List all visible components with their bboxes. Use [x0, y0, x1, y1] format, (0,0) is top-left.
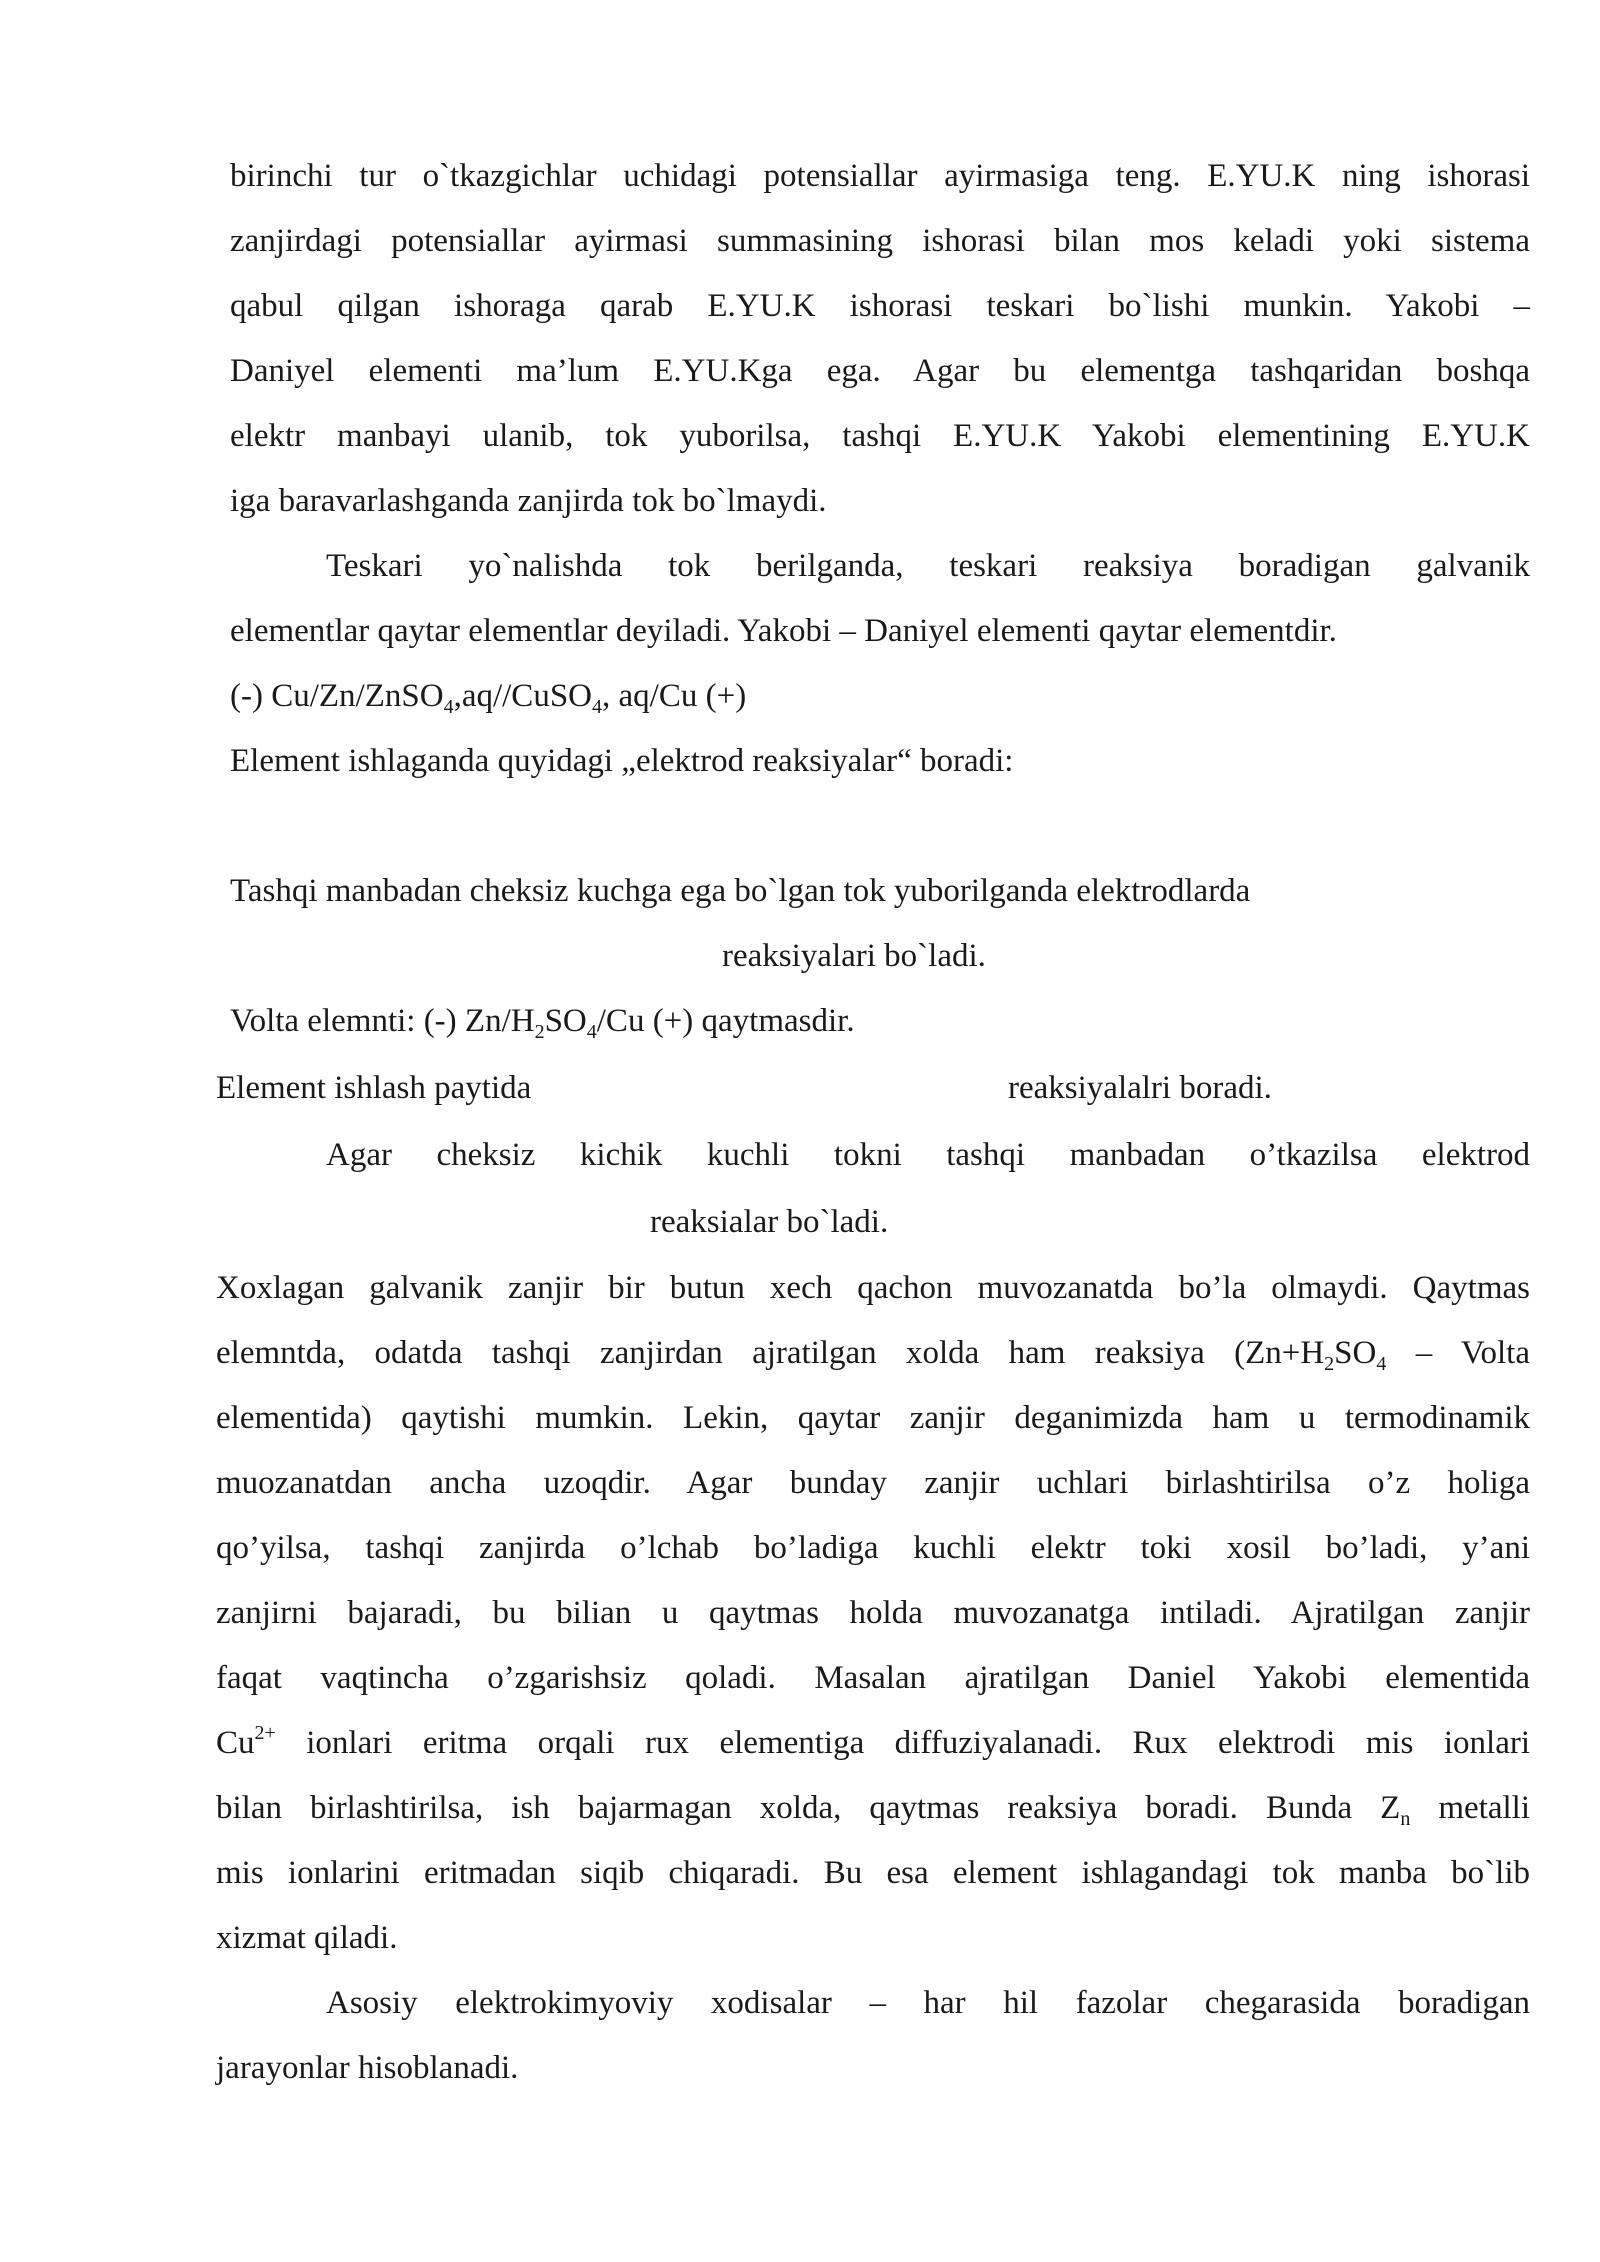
text-line: elektr manbayi ulanib, tok yuborilsa, tashqi E.YU.K Yakobi elementining E.YU.K: [230, 418, 1530, 454]
text-part: metalli: [1410, 1790, 1531, 1826]
text-line: elementlar qaytar elementlar deyiladi. Yakobi – Daniyel elementi qaytar elementdir.: [230, 613, 1337, 649]
subscript: 2: [1324, 1353, 1335, 1375]
paragraph-4: [216, 1971, 1530, 2101]
text-line: xizmat qiladi.: [216, 1920, 398, 1956]
scheme-part: , aq/Cu (+): [602, 678, 747, 714]
text-part: SO: [1334, 1335, 1377, 1371]
text-line: faqat vaqtincha o’zgarishsiz qoladi. Masalan ajratilgan Daniel Yakobi elementida: [216, 1660, 1530, 1696]
text-line: Asosiy elektrokimyoviy xodisalar – har hil fazolar chegarasida boradigan: [326, 1985, 1530, 2021]
subscript: n: [1400, 1808, 1411, 1830]
scheme-part: (-) Cu/Zn/ZnSO: [230, 678, 444, 714]
text-line: [216, 1776, 1530, 1841]
text-line: [216, 1711, 1530, 1776]
text-line: qo’yilsa, tashqi zanjirda o’lchab bo’ladiga kuchli elektr toki xosil bo’ladi, y’ani: [216, 1530, 1530, 1566]
scheme-part: /Cu (+) qaytmasdir.: [596, 1003, 855, 1039]
text-line: muozanatdan ancha uzoqdir. Agar bunday zanjir uchlari birlashtirilsa o’z holiga: [216, 1465, 1530, 1501]
cell-scheme-line: [230, 664, 746, 729]
element-work-left: Element ishlash paytida: [216, 1070, 532, 1106]
superscript: 2+: [254, 1722, 276, 1744]
text-line: Daniyel elementi ma’lum E.YU.Kga ega. Agar bu elementga tashqaridan boshqa: [230, 353, 1530, 389]
scheme-part: Volta elemnti: (-) Zn/H: [230, 1003, 535, 1039]
paragraph-3: [216, 1256, 1530, 1971]
paragraph-2: [230, 534, 1530, 664]
text-line: qabul qilgan ishoraga qarab E.YU.K ishorasi teskari bo`lishi munkin. Yakobi –: [230, 288, 1530, 324]
text-line: mis ionlarini eritmadan siqib chiqaradi. Bu esa element ishlagandagi tok manba bo`lib: [216, 1855, 1530, 1891]
element-work-right: reaksiyalalri boradi.: [1008, 1070, 1272, 1106]
text-line: iga baravarlashganda zanjirda tok bo`lmaydi.: [230, 483, 827, 519]
subscript: 4: [586, 1021, 597, 1043]
scheme-part: ,aq//CuSO: [453, 678, 593, 714]
text-line: jarayonlar hisoblanadi.: [216, 2050, 519, 2086]
text-part: ionlari eritma orqali rux elementiga diffuziyalanadi. Rux elektrodi mis ionlari: [275, 1725, 1530, 1761]
text-line: Xoxlagan galvanik zanjir bir butun xech qachon muvozanatda bo’la olmaydi. Qaytmas: [216, 1270, 1530, 1306]
text-line: zanjirni bajaradi, bu bilian u qaytmas holda muvozanatga intiladi. Ajratilgan zanjir: [216, 1595, 1530, 1631]
text-line: birinchi tur o`tkazgichlar uchidagi potensiallar ayirmasiga teng. E.YU.K ning ishorasi: [230, 158, 1530, 194]
external-source-line: Tashqi manbadan cheksiz kuchga ega bo`lgan tok yuborilganda elektrodlarda: [230, 873, 1251, 909]
external-source-line-2: reaksiyalari bo`ladi.: [722, 938, 986, 974]
text-line: Agar cheksiz kichik kuchli tokni tashqi manbadan o’tkazilsa elektrod: [326, 1137, 1530, 1173]
text-line: elementida) qaytishi mumkin. Lekin, qaytar zanjir deganimizda ham u termodinamik: [216, 1400, 1530, 1436]
text-part: – Volta: [1386, 1335, 1530, 1371]
volta-element-line: [230, 989, 855, 1054]
subscript: 4: [592, 696, 603, 718]
subscript: 4: [1376, 1353, 1387, 1375]
text-part: Cu: [216, 1725, 255, 1761]
text-line: zanjirdagi potensiallar ayirmasi summasining ishorasi bilan mos keladi yoki sistema: [230, 223, 1530, 259]
text-part: bilan birlashtirilsa, ish bajarmagan xolda, qaytmas reaksiya boradi. Bunda Z: [216, 1790, 1401, 1826]
text-line: Teskari yo`nalishda tok berilganda, teskari reaksiya boradigan galvanik: [326, 548, 1530, 584]
text-line: [216, 1321, 1530, 1386]
small-current-line: [326, 1123, 1530, 1188]
subscript: 2: [534, 1021, 545, 1043]
text-part: elemntda, odatda tashqi zanjirdan ajratilgan xolda ham reaksiya (Zn+H: [216, 1335, 1325, 1371]
electrode-reactions-line: Element ishlaganda quyidagi „elektrod reaksiyalar“ boradi:: [230, 743, 1014, 779]
small-current-line-2: reaksialar bo`ladi.: [650, 1204, 889, 1240]
scheme-part: SO: [544, 1003, 587, 1039]
subscript: 4: [443, 696, 454, 718]
paragraph-1: [230, 144, 1530, 534]
